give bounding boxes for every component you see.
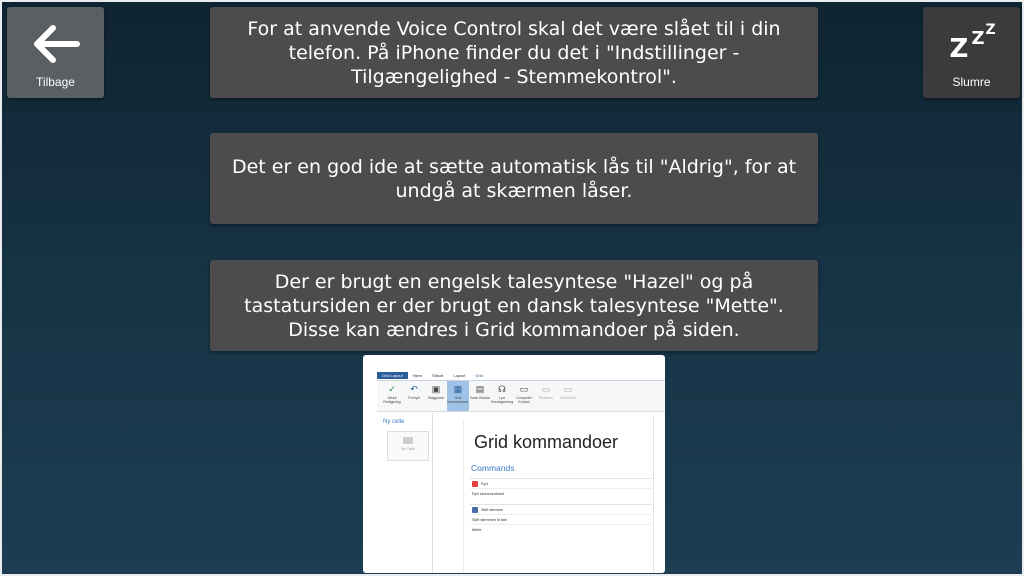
ribbon-tab: Stikort: [432, 373, 444, 378]
new-cell-title: Ny celle: [383, 419, 405, 425]
ribbon-tabs: [377, 371, 665, 381]
cell-icon: [403, 437, 413, 444]
sleep-button[interactable]: [923, 7, 1020, 98]
ribbon-button: ↶ Fortryd: [408, 384, 420, 400]
undo-icon: ↶: [410, 384, 418, 394]
ribbon-tab: Grid Layout: [377, 372, 408, 379]
info-auto-lock-text: Det er en god ide at sætte automatisk lås til "Aldrig", for at undgå at skærmen låser.: [231, 155, 797, 202]
ribbon-button: ☊ Lyd Kendsgerning: [490, 384, 514, 404]
back-button[interactable]: [7, 7, 104, 98]
grid-commands-screenshot: [363, 355, 665, 573]
headphones-icon: ☊: [498, 384, 506, 394]
ribbon-button: ▣ Baggrund: [428, 384, 444, 400]
info-voice-control-text: For at anvende Voice Control skal det være slået til i din telefon. På iPhone finder du det i "Indstillinger - Tilgængelighed - Stemmekontrol".: [247, 17, 781, 88]
command-item: Skift stemme Skift stemmen til tale Mette: [470, 504, 652, 534]
ribbon-tab: Layout: [453, 373, 466, 378]
zzz-sleep-icon: Z Z Z: [949, 22, 996, 64]
ribbon-button: ▦ Grid kommandoer: [447, 381, 469, 411]
ribbon-button: ▭ Dwelltime: [560, 384, 576, 400]
ribbon-button: ▭ Realtime: [538, 384, 554, 400]
ribbon-tab: Hjem: [412, 373, 423, 378]
clear-icon: [472, 481, 478, 487]
ribbon-button: ▭ Computer Kontrol: [516, 384, 532, 404]
ribbon-toolbar: [377, 381, 665, 412]
arrow-left-icon: [31, 21, 81, 67]
new-cell-box: Ny Celle: [387, 431, 429, 461]
sleep-button-label: Slumre: [952, 75, 991, 89]
grid-commands-icon: ▦: [453, 384, 463, 394]
info-auto-lock[interactable]: [210, 133, 818, 224]
ribbon-button: ✓ Afslut Redigering: [383, 384, 401, 404]
voice-icon: [472, 507, 478, 513]
check-icon: ✓: [388, 384, 396, 394]
new-cell-pane: [377, 413, 433, 573]
background-icon: ▣: [431, 384, 441, 394]
panel-title: Grid kommandoer: [474, 432, 619, 452]
grid-commands-panel: [463, 420, 654, 573]
ribbon-button: ▤ Scan Blocks: [470, 384, 490, 400]
panel-subtitle: Commands: [471, 463, 515, 473]
ribbon-tab: Grid: [475, 373, 483, 378]
divider: [653, 417, 654, 573]
info-speech-synthesis[interactable]: [210, 260, 818, 351]
realtime-icon: ▭: [541, 384, 551, 394]
dwelltime-icon: ▭: [563, 384, 573, 394]
computer-icon: ▭: [519, 384, 529, 394]
info-voice-control[interactable]: [210, 7, 818, 98]
command-item: Ryd Ryd skrivevindueet: [470, 478, 652, 498]
info-speech-synthesis-text: Der er brugt en engelsk talesyntese "Hazel" og på tastatursiden er der brugt en dansk talesyntese "Mette". Disse kan ændres i Grid kommandoer på siden.: [244, 270, 784, 341]
back-button-label: Tilbage: [36, 75, 75, 89]
scan-blocks-icon: ▤: [475, 384, 485, 394]
